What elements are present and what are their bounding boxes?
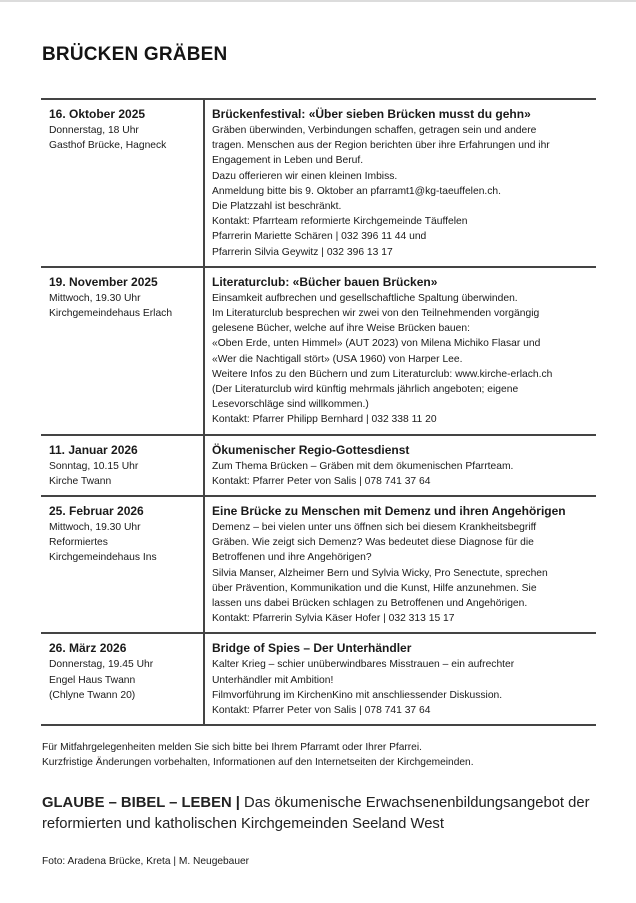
tagline-text: Das ökumenische Erwachsenenbildungsangebot der reformierten und katholischen Kirchgemeinden Seeland West xyxy=(42,795,590,832)
photo-credit: Foto: Aradena Brücke, Kreta | M. Neugebauer xyxy=(42,856,250,867)
event-text: tragen. Menschen aus der Region berichten über ihre Erfahrungen und ihr xyxy=(212,140,550,152)
event-title: Literaturclub: «Bücher bauen Brücken» xyxy=(212,274,438,289)
event-time: Donnerstag, 19.45 Uhr xyxy=(49,659,154,671)
event-time: Donnerstag, 18 Uhr xyxy=(49,125,139,136)
event-contact: Kontakt: Pfarrer Philipp Bernhard | 032 338 11 20 xyxy=(212,414,437,426)
event-contact: Pfarrerin Silvia Geywitz | 032 396 13 17 xyxy=(212,246,393,258)
event-text: Lesevorschläge sind willkommen.) xyxy=(212,399,369,411)
event-what xyxy=(204,99,596,267)
page-title: BRÜCKEN GRÄBEN xyxy=(42,44,228,65)
event-text: Silvia Manser, Alzheimer Bern und Sylvia Wicky, Pro Senectute, sprechen xyxy=(212,567,548,579)
event-contact: Kontakt: Pfarrer Peter von Salis | 078 741 37 64 xyxy=(212,475,431,487)
event-text: (Der Literaturclub wird künftig mehrmals jährlich angeboten; eigene xyxy=(212,384,519,396)
event-text: gelesene Bücher, welche auf ihre Weise Brücken bauen: xyxy=(212,323,470,335)
event-text: Gräben überwinden, Verbindungen schaffen, getragen sein und andere xyxy=(212,125,537,136)
event-text: Filmvorführung im KirchenKino mit anschliessender Diskussion. xyxy=(212,689,503,701)
event-date: 26. März 2026 xyxy=(49,641,127,656)
tagline-brand: GLAUBE – BIBEL – LEBEN xyxy=(42,795,232,811)
event-location: Gasthof Brücke, Hagneck xyxy=(49,140,167,152)
event-location: Kirchgemeindehaus Erlach xyxy=(49,308,173,320)
event-title: Brückenfestival: «Über sieben Brücken musst du gehn» xyxy=(212,107,531,121)
event-text: Unterhändler mit Ambition! xyxy=(212,674,334,686)
event-location: Engel Haus Twann xyxy=(49,674,136,686)
note-changes: Kurzfristige Änderungen vorbehalten, Informationen auf den Internetseiten der Kirchgemeinden. xyxy=(42,757,474,768)
event-date: 25. Februar 2026 xyxy=(49,504,144,519)
event-address: (Chlyne Twann 20) xyxy=(49,689,136,701)
event-website: Weitere Infos zu den Büchern und zum Literaturclub: www.kirche-erlach.ch xyxy=(212,368,553,380)
event-what xyxy=(204,496,596,633)
tagline xyxy=(42,793,602,835)
event-contact: Kontakt: Pfarrteam reformierte Kirchgemeinde Täuffelen xyxy=(212,216,468,228)
event-contact: Pfarrerin Mariette Schären | 032 396 11 44 und xyxy=(212,231,427,243)
event-text: Im Literaturclub besprechen wir zwei von den Teilnehmenden vorgängig xyxy=(212,308,540,320)
event-when xyxy=(41,496,204,633)
event-title: Eine Brücke zu Menschen mit Demenz und ihren Angehörigen xyxy=(212,504,566,519)
event-date: 19. November 2025 xyxy=(49,274,158,289)
event-text: «Wer die Nachtigall stört» (USA 1960) von Harper Lee. xyxy=(212,353,463,365)
event-when xyxy=(41,267,204,435)
event-row xyxy=(41,267,596,435)
event-date: 16. Oktober 2025 xyxy=(49,107,146,121)
event-text: über Prävention, Kommunikation und die Kunst, Hilfe anzunehmen. Sie xyxy=(212,582,537,594)
event-row xyxy=(41,496,596,633)
event-title: Bridge of Spies – Der Unterhändler xyxy=(212,641,412,656)
event-when xyxy=(41,633,204,725)
event-title: Ökumenischer Regio-Gottesdienst xyxy=(212,442,410,457)
event-what xyxy=(204,267,596,435)
event-text: Dazu offerieren wir einen kleinen Imbiss. xyxy=(212,170,398,182)
event-contact: Kontakt: Pfarrerin Sylvia Käser Hofer | 032 313 15 17 xyxy=(212,613,455,625)
event-date: 11. Januar 2026 xyxy=(49,442,138,457)
event-row xyxy=(41,99,596,267)
tagline-separator: | xyxy=(235,795,240,811)
event-text: Gräben. Wie zeigt sich Demenz? Was bedeutet diese Diagnose für die xyxy=(212,537,534,549)
event-contact: Kontakt: Pfarrer Peter von Salis | 078 741 37 64 xyxy=(212,705,431,717)
events-table xyxy=(41,98,596,726)
event-text: Die Platzzahl ist beschränkt. xyxy=(212,201,342,213)
event-time: Mittwoch, 19.30 Uhr xyxy=(49,522,141,534)
event-when xyxy=(41,99,204,267)
event-text: Zum Thema Brücken – Gräben mit dem ökumenischen Pfarrteam. xyxy=(212,460,514,472)
event-text: Demenz – bei vielen unter uns öffnen sich bei diesem Krankheitsbegriff xyxy=(212,522,537,534)
event-time: Sonntag, 10.15 Uhr xyxy=(49,460,139,472)
note-rides: Für Mitfahrgelegenheiten melden Sie sich bitte bei Ihrem Pfarramt oder Ihrer Pfarrei. xyxy=(42,742,422,753)
event-row xyxy=(41,435,596,496)
top-rule xyxy=(0,0,636,2)
event-what xyxy=(204,435,596,496)
event-text: Engagement in Leben und Beruf. xyxy=(212,155,364,167)
notes xyxy=(42,740,474,770)
event-location: Kirche Twann xyxy=(49,475,112,487)
event-row xyxy=(41,633,596,725)
event-registration: Anmeldung bitte bis 9. Oktober an pfarramt1@kg-taeuffelen.ch. xyxy=(212,185,502,197)
event-when xyxy=(41,435,204,496)
event-what xyxy=(204,633,596,725)
event-text: lassen uns dabei Brücken schlagen zu Betroffenen und Angehörigen. xyxy=(212,598,528,610)
event-text: Betroffenen und ihre Angehörigen? xyxy=(212,552,372,564)
event-location: Reformiertes xyxy=(49,537,108,549)
event-text: Einsamkeit aufbrechen und gesellschaftliche Spaltung überwinden. xyxy=(212,292,518,304)
event-location: Kirchgemeindehaus Ins xyxy=(49,552,157,564)
event-time: Mittwoch, 19.30 Uhr xyxy=(49,292,141,304)
event-text: «Oben Erde, unten Himmel» (AUT 2023) von Milena Michiko Flasar und xyxy=(212,338,541,350)
event-text: Kalter Krieg – schier unüberwindbares Misstrauen – ein aufrechter xyxy=(212,659,515,671)
